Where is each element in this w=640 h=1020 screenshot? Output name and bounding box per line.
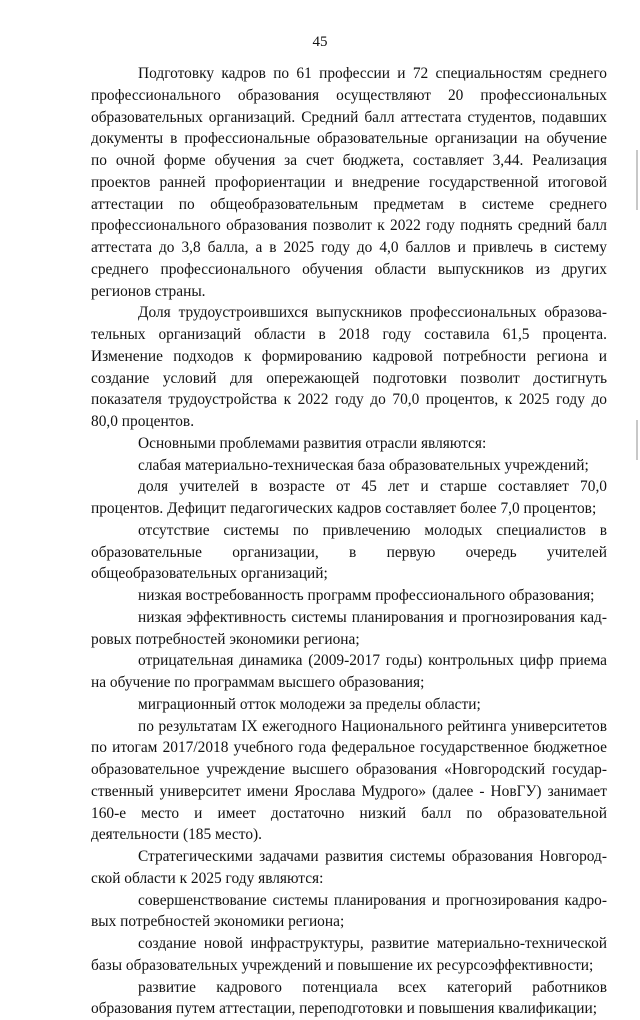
list-item-young-specialists: отсутствие системы по привлечению молодых специалистов в образовательные организации, в первую очередь учителей общеобразовательных организаций; [91, 520, 607, 585]
paragraph-graduate-employment: Доля трудоустроившихся выпускников профессиональных образовательных организаций области в 2018 году составила 61,5 процента. Изменение подходов к формированию кадровой потребности региона и создание условий для опережающей подготовки позволит достигнуть показателя трудоустройства к 2022 году до 70,0 процентов, к 2025 году до 80,0 процентов. [91, 302, 607, 433]
list-item-negative-admission-dynamics: отрицательная динамика (2009-2017 годы) контрольных цифр приема на обучение по программам высшего образования; [91, 650, 607, 694]
list-item-staff-development: развитие кадрового потенциала всех категорий работников образования путем аттестации, переподготовки и повышения квалификации; [91, 977, 607, 1020]
list-item-university-rating: по результатам IX ежегодного Национального рейтинга университетов по итогам 2017/2018 учебного года федеральное государственное бюджетное образовательное учреждение высшего образования «Новгородский государственный университет имени Ярослава Мудрого» (далее - НовГУ) занимает 160-е место и имеет достаточно низкий балл по образовательной деятельности (185 место). [91, 716, 607, 847]
list-item-new-infrastructure: создание новой инфраструктуры, развитие материально-технической базы образовательных учреждений и повышение их ресурсоэффективности; [91, 933, 607, 977]
page-number: 45 [0, 34, 640, 51]
list-item-youth-migration: миграционный отток молодежи за пределы области; [91, 694, 607, 716]
scan-edge-mark [636, 420, 638, 460]
list-item-low-demand-programs: низкая востребованность программ профессионального образования; [91, 585, 607, 607]
document-body [91, 63, 607, 1020]
paragraph-problems-intro: Основными проблемами развития отрасли являются: [91, 433, 607, 455]
paragraph-training-of-personnel: Подготовку кадров по 61 профессии и 72 специальностям среднего профессионального образования осуществляют 20 профессиональных образовательных организаций. Средний балл аттестата студентов, подавших документы в профессиональные образовательные организации на обучение по очной форме обучения за счет бюджета, составляет 3,44. Реализация проектов ранней профориентации и внедрение государственной итоговой аттестации по общеобразовательным предметам в системе среднего профессионального образования позволит к 2022 году поднять средний балл аттестата до 3,8 балла, а в 2025 году до 4,0 баллов и привлечь в систему среднего профессионального обучения области выпускников из других регионов страны. [91, 63, 607, 302]
scan-edge-mark [636, 150, 638, 210]
list-item-low-planning-efficiency: низкая эффективность системы планирования и прогнозирования кадровых потребностей экономики региона; [91, 607, 607, 651]
paragraph-strategic-tasks-intro: Стратегическими задачами развития системы образования Новгородской области к 2025 году являются: [91, 846, 607, 890]
list-item-weak-material-base: слабая материально-техническая база образовательных учреждений; [91, 455, 607, 477]
list-item-teacher-age-share: доля учителей в возрасте от 45 лет и старше составляет 70,0 процентов. Дефицит педагогических кадров составляет более 7,0 процентов; [91, 476, 607, 520]
list-item-improve-planning: совершенствование системы планирования и прогнозирования кадровых потребностей экономики региона; [91, 890, 607, 934]
